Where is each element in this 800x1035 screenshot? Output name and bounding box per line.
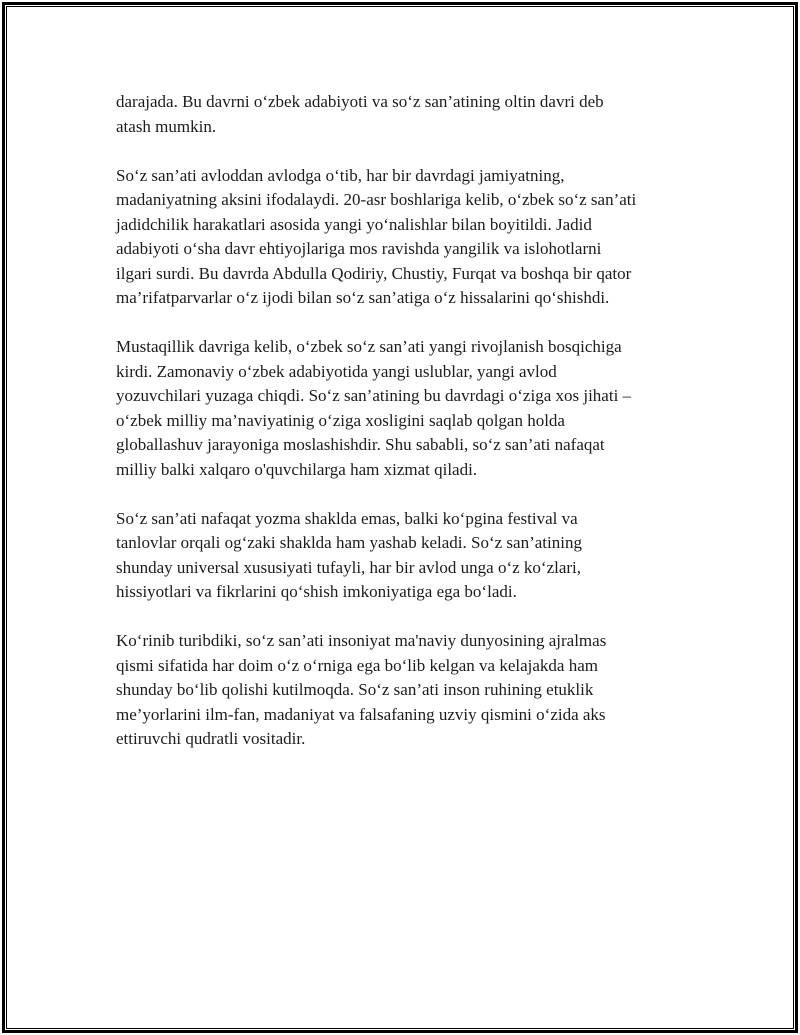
text-line: ilgari surdi. Bu davrda Abdulla Qodiriy, Chustiy, Furqat va boshqa bir qator: [116, 263, 632, 283]
text-line: So‘z san’ati avloddan avlodga o‘tib, har bir davrdagi jamiyatning,: [116, 165, 565, 185]
paragraph: [116, 629, 692, 752]
text-line: milliy balki xalqaro o'quvchilarga ham xizmat qiladi.: [116, 459, 478, 479]
paragraph: [116, 335, 692, 482]
text-line: adabiyoti o‘sha davr ehtiyojlariga mos ravishda yangilik va islohotlarni: [116, 239, 602, 258]
text-line: shunday bo‘lib qolishi kutilmoqda. So‘z san’ati inson ruhining etuklik: [116, 680, 594, 699]
text-line: hissiyotlari va fikrlarini qo‘shish imkoniyatiga ega bo‘ladi.: [116, 582, 517, 601]
text-line: yozuvchilari yuzaga chiqdi. So‘z san’atining bu davrdagi o‘ziga xos jihati –: [116, 386, 632, 405]
text-line: me’yorlarini ilm-fan, madaniyat va falsafaning uzviy qismini o‘zida aks: [116, 704, 606, 724]
text-line: ma’rifatparvarlar o‘z ijodi bilan so‘z san’atiga o‘z hissalarini qo‘shishdi.: [116, 288, 610, 307]
text-line: shunday universal xususiyati tufayli, har bir avlod unga o‘z ko‘zlari,: [116, 557, 582, 577]
text-line: qismi sifatida har doim o‘z o‘rniga ega bo‘lib kelgan va kelajakda ham: [116, 655, 598, 675]
text-line: atash mumkin.: [116, 116, 217, 136]
paragraph: [116, 507, 692, 605]
text-line: Ko‘rinib turibdiki, so‘z san’ati insoniyat ma'naviy dunyosining ajralmas: [116, 631, 607, 650]
text-line: o‘zbek milliy ma’naviyatinig o‘ziga xosligini saqlab qolgan holda: [116, 410, 565, 430]
document-body: [116, 90, 692, 776]
text-line: ettiruvchi qudratli vositadir.: [116, 729, 306, 748]
text-line: jadidchilik harakatlari asosida yangi yo‘nalishlar bilan boyitildi. Jadid: [116, 214, 592, 234]
text-line: kirdi. Zamonaviy o‘zbek adabiyotida yangi uslublar, yangi avlod: [116, 361, 557, 381]
text-line: So‘z san’ati nafaqat yozma shaklda emas, balki ko‘pgina festival va: [116, 508, 578, 528]
text-line: tanlovlar orqali og‘zaki shaklda ham yashab keladi. So‘z san’atining: [116, 533, 582, 552]
paragraph: [116, 90, 692, 139]
text-line: globallashuv jarayoniga moslashishdir. Shu sababli, so‘z san’ati nafaqat: [116, 435, 605, 454]
text-line: madaniyatning aksini ifodalaydi. 20-asr boshlariga kelib, o‘zbek so‘z san’ati: [116, 190, 637, 209]
text-line: darajada. Bu davrni o‘zbek adabiyoti va so‘z san’atining oltin davri deb: [116, 92, 604, 111]
paragraph: [116, 164, 692, 311]
text-line: Mustaqillik davriga kelib, o‘zbek so‘z san’ati yangi rivojlanish bosqichiga: [116, 337, 622, 356]
